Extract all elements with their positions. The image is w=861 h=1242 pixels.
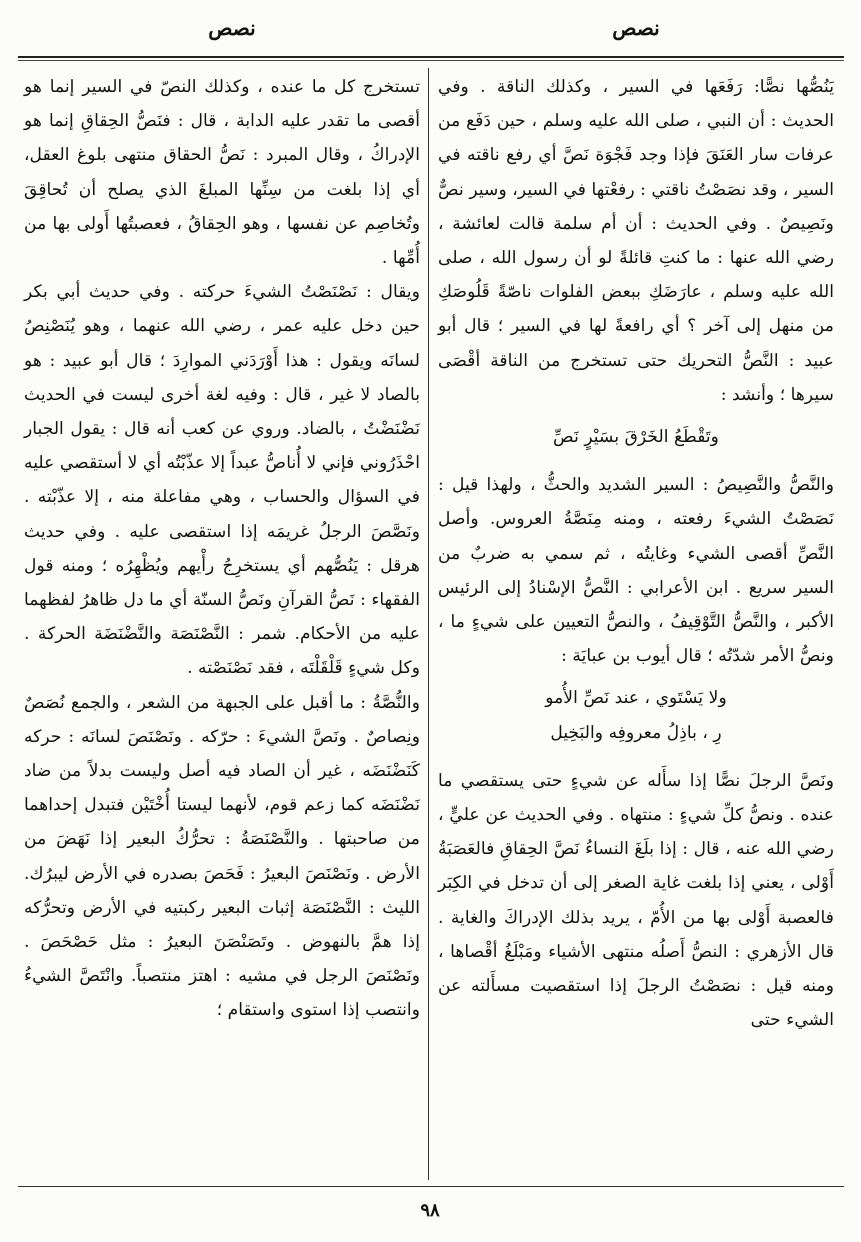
left-paragraph-2: ويقال : نَصْنَصْتُ الشيءَ حركته . وفي حديث أبي بكر حين دخل عليه عمر ، رضي الله عنهما ، وهو يُنَصْنِصُ لسانَه ويقول : هذا أَوْرَدَني الموارِدَ ؛ قال أبو عبيد : هو بالصاد لا غير ، قال : وفيه لغة أخرى ليست في الحديث نَضْنَضْتُ ، بالضاد. وروي عن كعب أنه قال : يقول الجبار احْذَرُوني فإني لا أُناصُّ عبداً إلا عذّبْتُه أي لا أستقصي عليه في السؤال والحساب ، وهي مفاعلة منه ، إلا عذّبْته . ونَصَّصَ الرجلُ غريمَه إذا استقصى عليه . وفي حديث هرقل : يَنُصُّهم أي يستخرِجُ رأْيهم ويُظْهِرُه ؛ ومنه قول الفقهاء : نَصُّ القرآنِ ونَصُّ السنّة أي ما دل ظاهرُ لفظهما عليه من الأحكام. شمر : النَّصْنَصَة والنَّضْنَضَة الحركة . وكل شيءٍ قَلْقَلْتَه ، فقد نَصْنَصْته . [24, 282, 420, 679]
top-rule-thin [18, 60, 844, 61]
verse-2-line-1: ولا يَسْتَوي ، عند نَصِّ الأُمو [545, 688, 727, 709]
header-word-left: نصص [208, 16, 256, 40]
verse-1: وتَقْطَعُ الخَرْقَ بسَيْرٍ نَصِّ [553, 427, 719, 448]
left-paragraph-1: تستخرج كل ما عنده ، وكذلك النصّ في السير إنما هو أقصى ما تقدر عليه الدابة ، قال : فنَصُّ الحِقاقِ إنما هو الإدراكُ ، وقال المبرد : نَصُّ الحقاق منتهى بلوغ العقل، أي إذا بلغت من سِنِّها المبلغَ الذي يصلح أن تُحاقِقَ وتُخاصِم عن نفسها ، وهو الحِقاقُ ، فعصبتُها أَولى بها من أُمِّها . [24, 77, 420, 269]
right-paragraph-3: ونَصَّ الرجلَ نصًّا إذا سأَله عن شيءٍ حتى يستقصي ما عنده . ونصُّ كلِّ شيءٍ : منتهاه . وفي الحديث عن عليٍّ ، رضي الله عنه ، قال : إذا بلَغَ النساءُ نَصَّ الحِقاقِ فالعَصَبَةُ أَوْلى ، يعني إذا بلغت غاية الصغر إلى أن تدخل في الكِبَر فالعصبة أَوْلى بها من الأُمّ ، يريد بذلك الإدراكَ والغاية . قال الأزهري : النصُّ أَصلُه منتهى الأشياء ومَبْلَغُ أقْصاها ، ومنه قيل : نصَصْتُ الرجلَ إذا استقصيت مسأَلته عن الشيء حتى [438, 770, 834, 1031]
right-paragraph-2: والنَّصُّ والنَّصِيصُ : السير الشديد والحثُّ ، ولهذا قيل : نَصَصْتُ الشيءَ رفعته ، ومنه مِنَصَّةُ العروس. وأصل النَّصِّ أقصى الشيء وغايتُه ، ثم سمي به ضربٌ من السير سريع . ابن الأعرابي : النَّصُّ الإسْنادُ إلى الرئيس الأكبر ، والنَّصُّ التَّوْقِيفُ ، والنصُّ التعيين على شيءٍ ما ، ونصُّ الأمر شدّتُه ؛ قال أيوب بن عبايَة : [438, 475, 835, 667]
left-paragraph-3: والنُّصَّةُ : ما أقبل على الجبهة من الشعر ، والجمع نُصَصٌ ونِصاصٌ . ونَصَّ الشيءَ : حرّكه . ونَصْنَصَ لسانَه : حركه كَنَضْنَضَه ، غير أن الصاد فيه أصل وليست بدلاً من ضاد نَضْنَضَه كما زعم قوم، لأنهما ليستا أُخْتَيْن فتبدل إحداهما من صاحبتها . والنَّصْنَصَةُ : تحرُّكُ البعير إذا نَهَضَ من الأرض . ونَصْنَصَ البعيرُ : فَحَصَ بصدره في الأرض ليبرُك. الليث : النَّصْنَصَة إثبات البعير ركبتيه في الأرض وتحرُّكه إذا همَّ بالنهوض . وتَصَنْصَنَ البعيرُ : مثل حَصْحَصَ . ونَصْنَصَ الرجل في مشيه : اهتز منتصباً. وانْتَصَّ الشيءُ وانتصب إذا استوى واستقام ؛ [24, 692, 420, 1021]
page-number: ٩٨ [420, 1200, 440, 1221]
column-divider [428, 68, 429, 1180]
right-column [438, 70, 834, 1037]
left-column [24, 70, 420, 1028]
verse-2-line-2: رِ ، باذِلُ معروفِه والبَخِيل [550, 722, 722, 743]
bottom-rule [18, 1186, 844, 1187]
header-word-right: نصص [612, 16, 660, 40]
top-rule [18, 56, 844, 58]
right-paragraph-1: يَنُصُّها نصًّا: رَفَعَها في السير ، وكذلك الناقة . وفي الحديث : أن النبي ، صلى الله عليه وسلم ، حين دَفَع من عرفات سار العَنَقَ فإذا وجد فَجْوَة نَصَّ أي رفع ناقته في السير ، وقد نصَصْتُ ناقتي : رفعْتها في السير، وسير نصٌّ ونَصِيصٌ . وفي الحديث : أن أم سلمة قالت لعائشة ، رضي الله عنها : ما كنتِ قائلةً لو أن رسول الله ، صلى الله عليه وسلم ، عارَضَكِ ببعض الفلوات ناصّةً قَلُوصَكِ من منهل إلى آخر ؟ أي رافعةً لها في السير ؛ قال أبو عبيد : النَّصُّ التحريك حتى تستخرج من الناقة أقْصَى سيرها ؛ وأنشد : [438, 77, 834, 405]
